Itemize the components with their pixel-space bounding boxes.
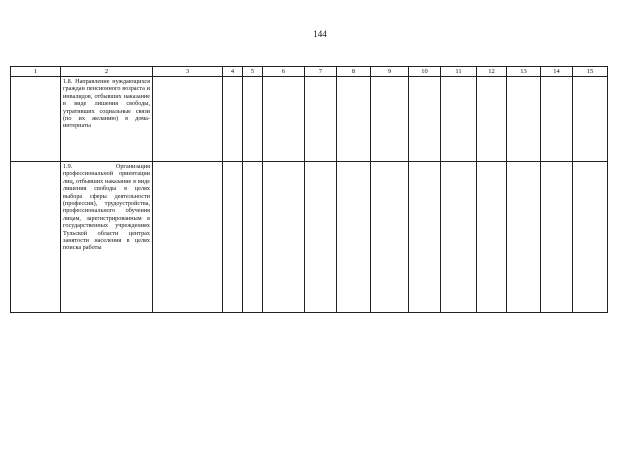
table-cell xyxy=(409,162,441,313)
column-header: 1 xyxy=(11,67,61,77)
table-cell xyxy=(477,162,507,313)
table-cell xyxy=(541,162,573,313)
table-cell xyxy=(337,77,371,162)
table-cell xyxy=(243,162,263,313)
table-cell xyxy=(541,77,573,162)
column-header: 3 xyxy=(153,67,223,77)
column-header: 4 xyxy=(223,67,243,77)
column-header: 5 xyxy=(243,67,263,77)
table-cell xyxy=(263,162,305,313)
column-header: 2 xyxy=(61,67,153,77)
table-cell xyxy=(61,77,153,162)
table-cell xyxy=(573,162,608,313)
table-cell xyxy=(507,162,541,313)
header-row xyxy=(11,67,608,77)
column-header: 15 xyxy=(573,67,608,77)
column-header: 8 xyxy=(337,67,371,77)
table-cell xyxy=(441,162,477,313)
column-header: 14 xyxy=(541,67,573,77)
column-header: 13 xyxy=(507,67,541,77)
table-cell xyxy=(573,77,608,162)
table-cell xyxy=(223,77,243,162)
measure-text: 1.8. Направление нуждающихся граждан пенсионного возраста и инвалидов, отбывших наказание в виде лишения свободы, утративших социальные связи (по их желанию) в дома-интернаты xyxy=(63,78,150,130)
table-cell xyxy=(11,77,61,162)
table-cell xyxy=(305,162,337,313)
column-header: 6 xyxy=(263,67,305,77)
table-cell xyxy=(11,162,61,313)
table-cell xyxy=(61,162,153,313)
table-cell xyxy=(507,77,541,162)
table-cell xyxy=(337,162,371,313)
table-row xyxy=(11,162,608,313)
table-cell xyxy=(477,77,507,162)
table-row xyxy=(11,77,608,162)
page-number: 144 xyxy=(313,29,327,39)
data-table xyxy=(10,66,608,313)
column-header: 11 xyxy=(441,67,477,77)
column-header: 12 xyxy=(477,67,507,77)
column-header: 9 xyxy=(371,67,409,77)
table-cell xyxy=(441,77,477,162)
table-cell xyxy=(153,162,223,313)
column-header: 7 xyxy=(305,67,337,77)
table-cell xyxy=(371,77,409,162)
table-cell xyxy=(153,77,223,162)
table-cell xyxy=(409,77,441,162)
table-cell xyxy=(371,162,409,313)
measure-text: 1.9. Организация профессиональной ориентации лиц, отбывших наказание в виде лишения свободы в целях выбора сферы деятельности (профессии), трудоустройства, профессионального обучения лицам, зарегистрированным в государственных учреждениях Тульской области центрах занятости населения в целях поиска работы xyxy=(63,163,150,252)
table-cell xyxy=(223,162,243,313)
table-cell xyxy=(305,77,337,162)
table-cell xyxy=(243,77,263,162)
column-header: 10 xyxy=(409,67,441,77)
table-cell xyxy=(263,77,305,162)
